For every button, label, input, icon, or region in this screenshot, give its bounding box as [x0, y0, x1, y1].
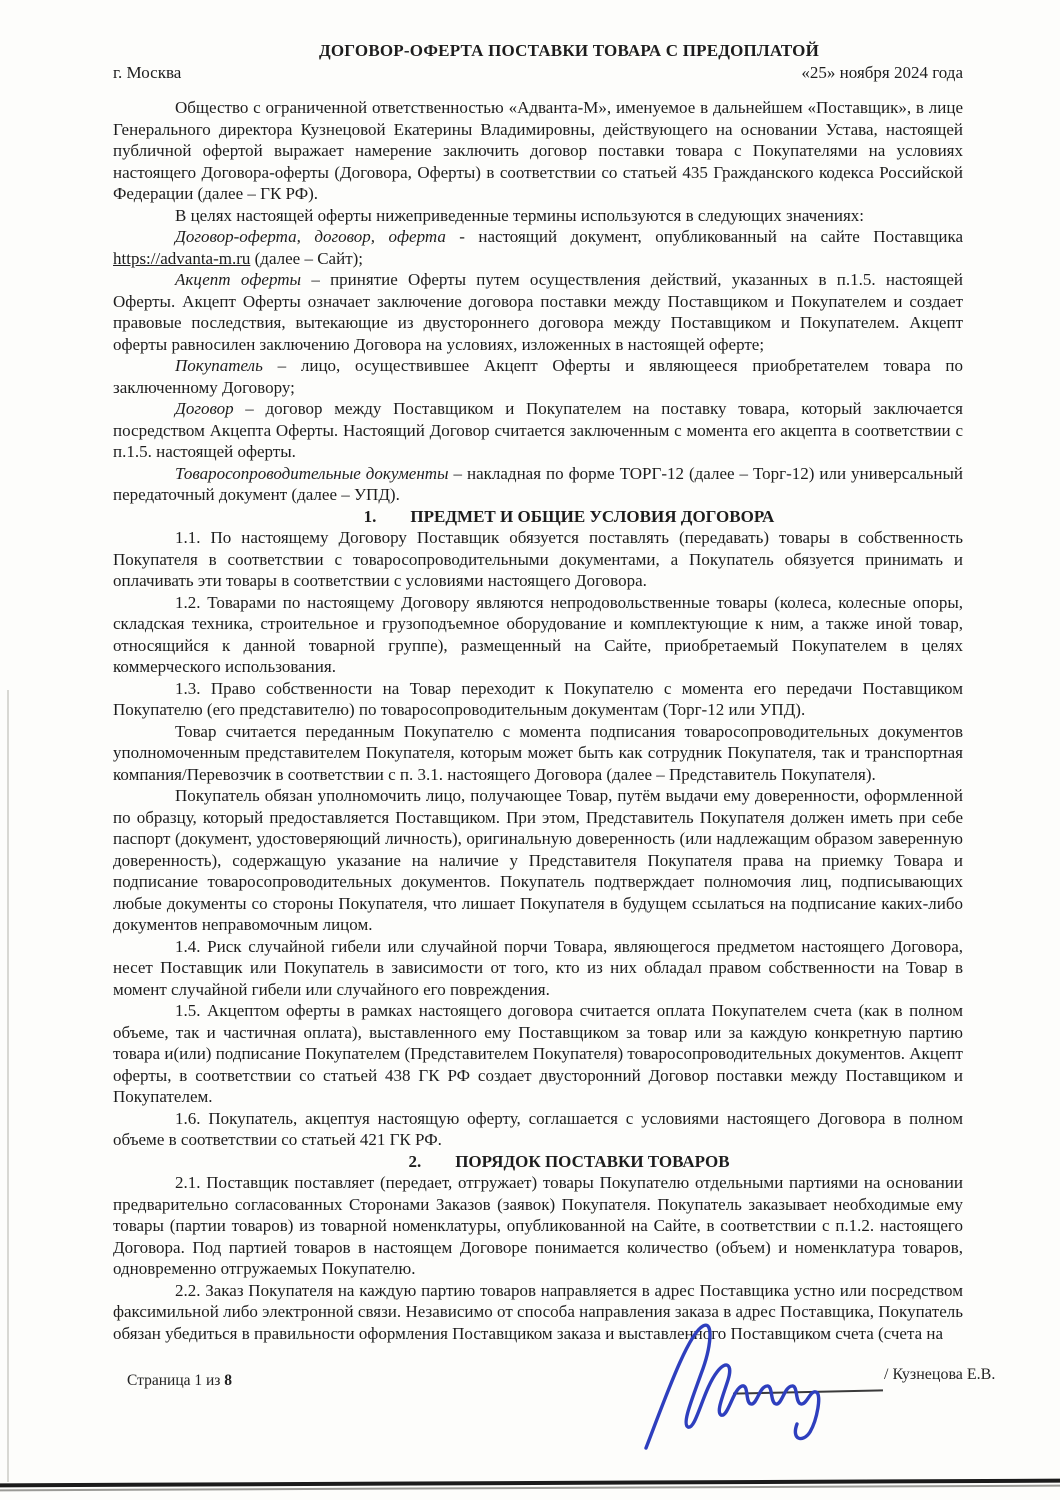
term-dogovor: Договор — [175, 399, 234, 418]
paragraph-terms-intro: В целях настоящей оферты нижеприведенные термины используются в следующих значениях: — [175, 205, 865, 225]
term-akcept: Акцепт оферты — [175, 270, 302, 289]
paragraph-1-3b: Покупатель обязан уполномочить лицо, получающее Товар, путём выдачи ему доверенности, оформленной по образцу, который предоставляется Поставщиком. При этом, Представитель Покупателя должен иметь при себе паспорт (документ, удостоверяющий личность), оригинальную доверенность (или надлежащим образом заверенную доверенность), содержащую указание на наличие у Представителя Покупателя права на приемку Товара и подписание товаросопроводительных документов. Покупатель подтверждает полномочия лиц, подписывающих любые документы со стороны Покупателя, что лишает Покупателя в будущем ссылаться на подписание каких-либо документов неправомочным лицом. — [113, 786, 963, 934]
paragraph-1-4: 1.4. Риск случайной гибели или случайной порчи Товара, являющегося предметом настоящего Договора, несет Поставщик или Покупатель в зависимости от того, кто из них обладал правом собственности на Товар в момент случайной гибели или случайного его повреждения. — [113, 936, 963, 999]
def-dogovor-text: – договор между Поставщиком и Покупателем на поставку товара, который заключается посредством Акцепта Оферты. Настоящий Договор считается заключенным с момента его акцепта в соответствии с п.1.5. настоящей оферты. — [113, 399, 963, 461]
paragraph-def-akcept — [113, 269, 963, 355]
section-1-number: 1. — [363, 506, 377, 526]
city-label: г. Москва — [113, 62, 182, 82]
signature-name: / Кузнецова Е.В. — [884, 1366, 996, 1383]
section-1-heading — [113, 506, 963, 528]
signature — [640, 1312, 880, 1458]
paragraph-1-6: 1.6. Покупатель, акцептуя настоящую оферту, соглашается с условиями настоящего Договора в полном объеме в соответствии со статьей 421 ГК РФ. — [113, 1108, 963, 1149]
paragraph-def-pokupatel — [113, 355, 963, 398]
city-date-row — [113, 62, 963, 84]
term-docs: Товаросопроводительные документы — [175, 463, 449, 483]
section-2-number: 2. — [408, 1151, 422, 1171]
term-pokupatel: Покупатель — [175, 356, 263, 375]
def-docs-text: – накладная по форме ТОРГ-12 (далее – Торг-12) или универсальный передаточный документ (далее – УПД). — [113, 463, 963, 504]
scan-edge-left — [7, 690, 9, 1482]
document-body — [113, 40, 963, 1344]
paragraph-1-5: 1.5. Акцептом оферты в рамках настоящего договора считается оплата Покупателем счета (как в полном объеме, так и частичная оплата), выставленного ему Поставщиком за товар или за каждую конкретную партию товара и(или) подписание Покупателем (Представителем Покупателя) товаросопроводительных документов. Акцепт оферты, в соответствии со статьей 438 ГК РФ создает двусторонний Договор поставки между Поставщиком и Покупателем. — [113, 1001, 963, 1106]
def-akcept-text: – принятие Оферты путем осуществления действий, указанных в п.1.5. настоящей Оферты. Акцепт Оферты означает заключение договора поставки между Поставщиком и Покупателем и создает правовые последствия, вытекающие из двустороннего договора между Поставщиком и Покупателем. Акцепт оферты равносилен заключению Договора на условиях, изложенных в настоящей оферте; — [113, 270, 964, 354]
def-oferta-tail: (далее – Сайт); — [250, 248, 364, 268]
paragraph-def-dogovor — [113, 398, 963, 463]
paragraph-2-2: 2.2. Заказ Покупателя на каждую партию товаров направляется в адрес Поставщика устно или посредством факсимильной либо электронной связи. Независимо от способа направления заказа в адрес Поставщика, Покупатель обязан убедиться в правильности оформления Поставщиком заказа и выставленного Поставщиком счета (счета на — [113, 1280, 963, 1343]
section-2-heading — [113, 1151, 963, 1173]
paragraph-1-2: 1.2. Товарами по настоящему Договору являются непродовольственные товары (колеса, колесные опоры, складская техника, строительное и грузоподъемное оборудование и комплектующие к ним, а также иной товар, относящийся к данной товарной группе), размещенный на Сайте, приобретаемый Покупателем в целях коммерческого использования. — [113, 592, 963, 676]
def-oferta-text: - настоящий документ, опубликованный на сайте Поставщика — [445, 227, 963, 246]
paragraph-def-oferta — [113, 226, 963, 269]
paragraph-preamble: Общество с ограниченной ответственностью «Адванта-М», именуемое в дальнейшем «Поставщик», в лице Генерального директора Кузнецовой Екатерины Владимировны, действующего на основании Устава, настоящей публичной офертой выражает намерение заключить договор поставки товара с Покупателями на условиях настоящего Договора-оферты (Договора, Оферты) в соответствии со статьей 435 Гражданского кодекса Российской Федерации (далее – ГК РФ). — [113, 98, 963, 203]
site-link[interactable]: https://advanta-m.ru — [113, 248, 251, 268]
signature-scribble — [640, 1312, 880, 1458]
section-2-title: ПОРЯДОК ПОСТАВКИ ТОВАРОВ — [455, 1151, 730, 1171]
document-title: ДОГОВОР-ОФЕРТА ПОСТАВКИ ТОВАРА С ПРЕДОПЛАТОЙ — [318, 41, 819, 60]
term-oferta: Договор-оферта, договор, оферта — [175, 227, 446, 246]
date-label: «25» ноября 2024 года — [801, 62, 963, 82]
page-number-label: Страница 1 из — [127, 1372, 225, 1389]
paragraph-1-3a: Товар считается переданным Покупателю с момента подписания товаросопроводительных документов уполномоченным представителем Покупателя, которым может быть как сотрудник Покупателя, так и транспортная компания/Перевозчик в соответствии с п. 3.1. настоящего Договора (далее – Представитель Покупателя). — [113, 721, 963, 784]
paragraph-2-1: 2.1. Поставщик поставляет (передает, отгружает) товары Покупателю отдельными партиями на основании предварительно согласованных Сторонами Заказов (заявок) Покупателя. Покупатель заказывает необходимые ему товары (партии товаров) из товарной номенклатуры, опубликованной на Сайте, в соответствии с п.1.2. настоящего Договора. Под партией товаров в настоящем Договоре понимается количество (объем) и номенклатура товаров, одновременно отгружаемых Покупателю. — [113, 1173, 963, 1278]
def-pokupatel-text: – лицо, осуществившее Акцепт Оферты и являющееся приобретателем товара по заключенному Договору; — [113, 356, 963, 397]
paragraph-def-docs — [113, 463, 963, 506]
page-number-total: 8 — [224, 1372, 233, 1389]
paragraph-1-1: 1.1. По настоящему Договору Поставщик обязуется поставлять (передавать) товары в собственность Покупателя в соответствии с товаросопроводительными документами, а Покупатель обязуется принимать и оплачивать эти товары в соответствии с условиями настоящего Договора. — [113, 528, 963, 590]
paragraph-1-3: 1.3. Право собственности на Товар переходит к Покупателю с момента его передачи Поставщиком Покупателю (его представителю) по товаросопроводительным документам (Торг-12 или УПД). — [113, 678, 963, 719]
page-number — [127, 1372, 232, 1390]
section-1-title: ПРЕДМЕТ И ОБЩИЕ УСЛОВИЯ ДОГОВОРА — [410, 506, 775, 526]
